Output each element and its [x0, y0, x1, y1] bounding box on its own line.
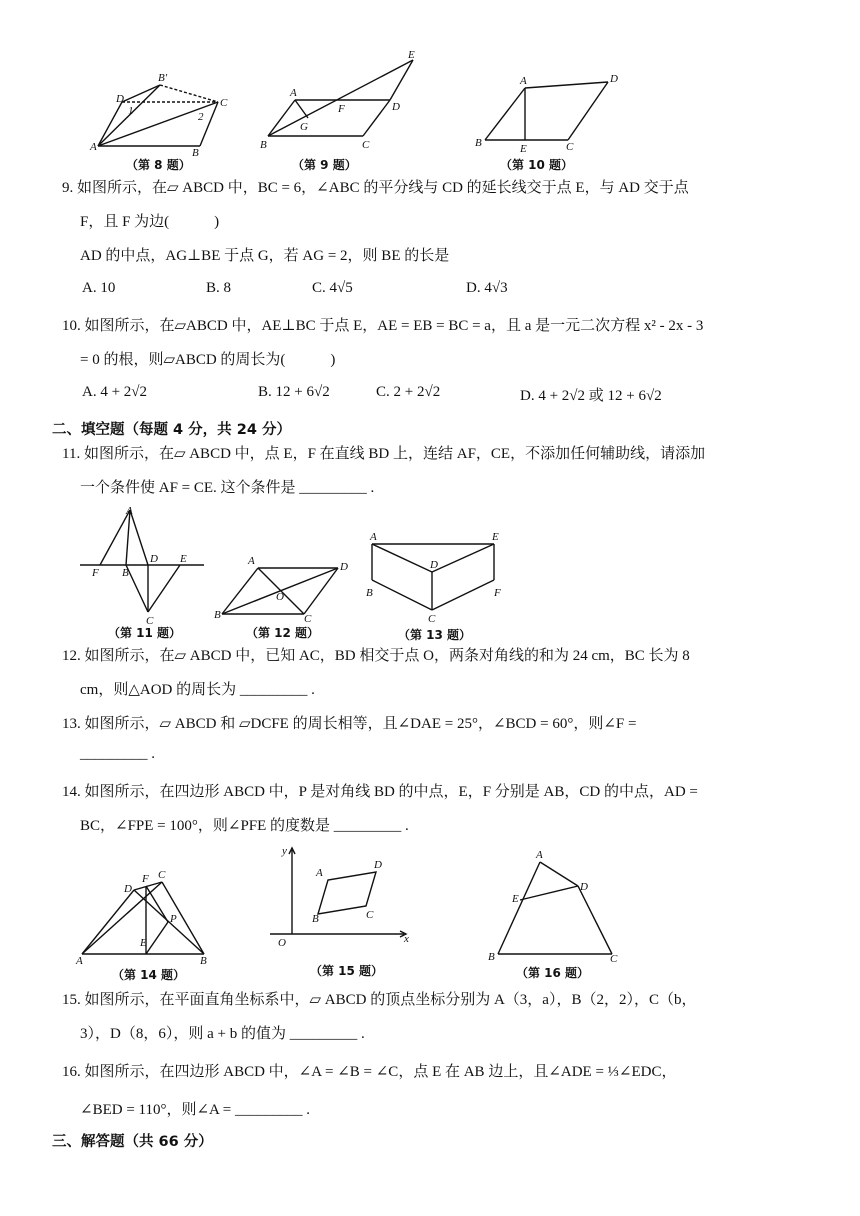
- svg-text:F: F: [92, 567, 99, 579]
- svg-text:C: C: [366, 909, 374, 921]
- svg-text:O: O: [278, 937, 286, 949]
- svg-text:C: C: [220, 97, 228, 109]
- q9-option-c: C. 4√5: [312, 280, 353, 296]
- svg-text:D: D: [580, 881, 588, 893]
- figure-row-3: [70, 842, 630, 966]
- svg-text:A: A: [536, 849, 543, 861]
- caption-figure-14: （第 14 题）: [112, 968, 186, 982]
- svg-text:C: C: [362, 139, 370, 151]
- svg-text:E: E: [520, 143, 527, 155]
- svg-text:F: F: [338, 103, 345, 115]
- q9-option-b: B. 8: [206, 280, 232, 296]
- q13-line-2: _________ .: [80, 746, 155, 762]
- svg-text:A: A: [248, 555, 255, 567]
- q15-line-2: 3），D（8，6），则 a + b 的值为 _________ .: [80, 1026, 365, 1042]
- svg-text:x: x: [404, 933, 409, 945]
- figure-14: [75, 869, 207, 967]
- caption-figure-10: （第 10 题）: [500, 158, 574, 172]
- q12-line-1: 12. 如图所示，在▱ ABCD 中，已知 AC，BD 相交于点 O，两条对角线的和为 24 cm，BC 长为 8: [62, 648, 690, 664]
- q10-option-d: D. 4 + 2√2 或 12 + 6√2: [520, 388, 662, 404]
- q10-line-1: 10. 如图所示，在▱ABCD 中，AE⊥BC 于点 E，AE = EB = BC = a，且 a 是一元二次方程 x² - 2x - 3: [62, 318, 704, 334]
- figure-13: [366, 531, 501, 625]
- svg-text:B′: B′: [158, 72, 168, 84]
- svg-text:B: B: [214, 609, 221, 621]
- svg-text:C: C: [610, 953, 618, 965]
- figure-12: [214, 555, 348, 625]
- q9-line-1: 9. 如图所示，在▱ ABCD 中，BC = 6，∠ABC 的平分线与 CD 的延长线交于点 E，与 AD 交于点: [62, 180, 689, 196]
- svg-text:D: D: [150, 553, 158, 565]
- section-2-heading: 二、填空题（每题 4 分，共 24 分）: [52, 422, 291, 438]
- svg-text:B: B: [200, 955, 207, 967]
- figure-10: [475, 73, 618, 155]
- q16-line-1: 16. 如图所示，在四边形 ABCD 中，∠A = ∠B = ∠C，点 E 在 AB 边上，且∠ADE = ⅓∠EDC，: [62, 1064, 677, 1080]
- svg-text:B: B: [488, 951, 495, 963]
- svg-text:A: A: [76, 955, 83, 967]
- q13-line-1: 13. 如图所示，▱ ABCD 和 ▱DCFE 的周长相等，且∠DAE = 25°，∠BCD = 60°，则∠F =: [62, 716, 637, 732]
- svg-text:F: F: [142, 873, 149, 885]
- q9-option-a: A. 10: [82, 280, 116, 296]
- svg-text:E: E: [408, 49, 415, 61]
- caption-figure-9: （第 9 题）: [292, 158, 357, 172]
- svg-text:A: A: [370, 531, 377, 543]
- figure-11: [80, 505, 204, 627]
- svg-text:B: B: [312, 913, 319, 925]
- svg-text:C: C: [158, 869, 166, 881]
- svg-text:D: D: [430, 559, 438, 571]
- figure-9: [260, 49, 415, 151]
- svg-text:C: C: [304, 613, 312, 625]
- svg-text:y: y: [282, 845, 287, 857]
- q10-option-c: C. 2 + 2√2: [376, 384, 441, 400]
- q10-option-b: B. 12 + 6√2: [258, 384, 330, 400]
- svg-text:G: G: [300, 121, 308, 133]
- svg-text:P: P: [170, 913, 177, 925]
- q11-line-2: 一个条件使 AF = CE. 这个条件是 _________ .: [80, 480, 375, 496]
- q10-line-2: = 0 的根，则▱ABCD 的周长为( ): [80, 352, 336, 368]
- q9-option-d: D. 4√3: [466, 280, 508, 296]
- q12-line-2: cm，则△AOD 的周长为 _________ .: [80, 682, 315, 698]
- svg-text:E: E: [512, 893, 519, 905]
- q14-line-2: BC，∠FPE = 100°，则∠PFE 的度数是 _________ .: [80, 818, 409, 834]
- svg-text:D: D: [392, 101, 400, 113]
- svg-text:A: A: [290, 87, 297, 99]
- caption-figure-16: （第 16 题）: [516, 966, 590, 980]
- section-3-heading: 三、解答题（共 66 分）: [52, 1134, 213, 1150]
- figure-8: [89, 72, 228, 159]
- svg-text:E: E: [492, 531, 499, 543]
- figure-row-1: [80, 48, 618, 159]
- figure-15: [270, 845, 409, 949]
- svg-text:B: B: [475, 137, 482, 149]
- svg-text:D: D: [116, 93, 124, 105]
- svg-text:E: E: [140, 937, 147, 949]
- caption-figure-13: （第 13 题）: [398, 628, 472, 642]
- caption-figure-8: （第 8 题）: [126, 158, 191, 172]
- caption-figure-11: （第 11 题）: [108, 626, 182, 640]
- svg-text:O: O: [276, 591, 284, 603]
- svg-text:A: A: [126, 505, 133, 517]
- q9-line-2: F，且 F 为边( ): [80, 214, 220, 230]
- q9-line-3: AD 的中点，AG⊥BE 于点 G，若 AG = 2，则 BE 的长是: [80, 248, 450, 264]
- svg-text:C: C: [566, 141, 574, 153]
- svg-text:C: C: [146, 615, 154, 627]
- q16-line-2: ∠BED = 110°，则∠A = _________ .: [80, 1102, 311, 1118]
- svg-text:B: B: [122, 567, 129, 579]
- svg-text:A: A: [520, 75, 527, 87]
- svg-text:F: F: [494, 587, 501, 599]
- svg-text:D: D: [340, 561, 348, 573]
- svg-text:A: A: [316, 867, 323, 879]
- figure-16: [488, 849, 618, 965]
- svg-text:C: C: [428, 613, 436, 625]
- caption-figure-15: （第 15 题）: [310, 964, 384, 978]
- svg-text:E: E: [180, 553, 187, 565]
- svg-text:B: B: [366, 587, 373, 599]
- svg-text:B: B: [192, 147, 199, 159]
- q10-option-a: A. 4 + 2√2: [82, 384, 148, 400]
- figure-row-2: [80, 504, 540, 632]
- svg-text:D: D: [124, 883, 132, 895]
- svg-text:2: 2: [198, 111, 204, 123]
- svg-text:D: D: [610, 73, 618, 85]
- svg-text:B: B: [260, 139, 267, 151]
- q15-line-1: 15. 如图所示，在平面直角坐标系中，▱ ABCD 的顶点坐标分别为 A（3，a），B（2，2），C（b，: [62, 992, 697, 1008]
- svg-text:A: A: [90, 141, 97, 153]
- q14-line-1: 14. 如图所示，在四边形 ABCD 中，P 是对角线 BD 的中点，E，F 分别是 AB，CD 的中点，AD =: [62, 784, 698, 800]
- svg-text:D: D: [374, 859, 382, 871]
- q11-line-1: 11. 如图所示，在▱ ABCD 中，点 E，F 在直线 BD 上，连结 AF，CE，不添加任何辅助线，请添加: [62, 446, 706, 462]
- caption-figure-12: （第 12 题）: [246, 626, 320, 640]
- svg-text:1: 1: [128, 105, 134, 117]
